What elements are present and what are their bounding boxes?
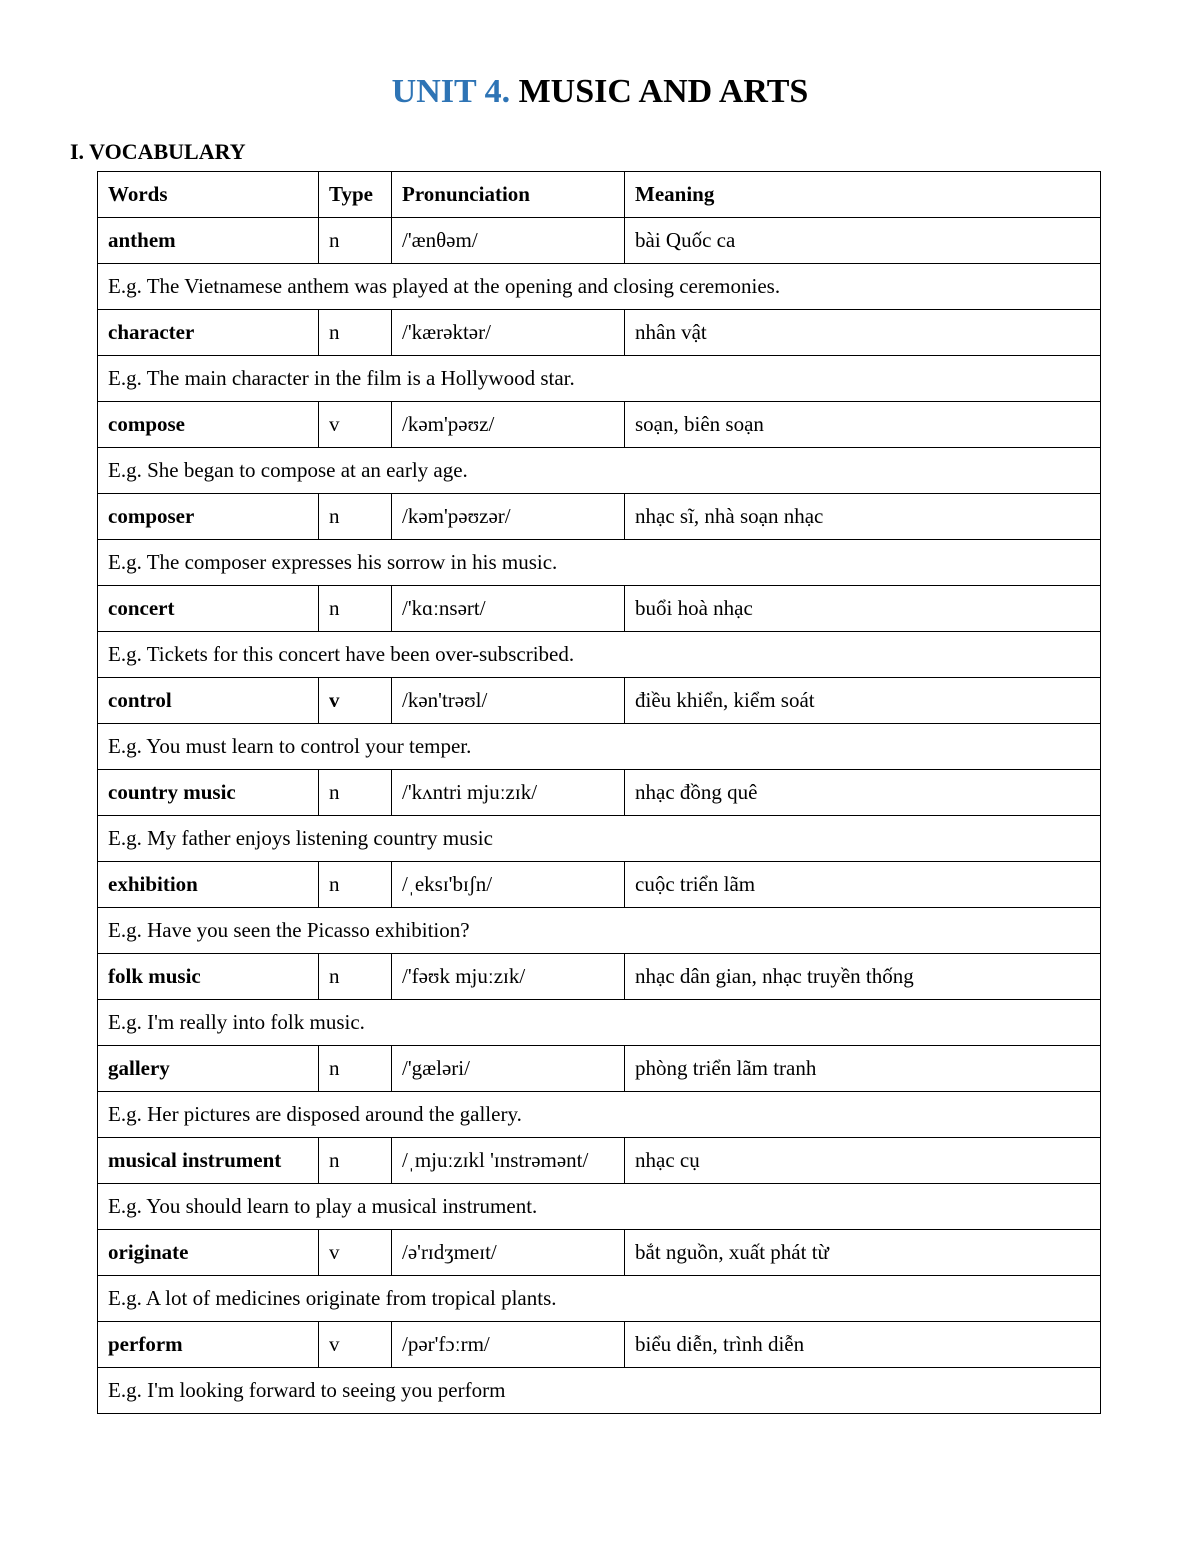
example-row bbox=[98, 724, 1101, 770]
example-row bbox=[98, 356, 1101, 402]
example-cell: E.g. The composer expresses his sorrow in his music. bbox=[98, 540, 1101, 586]
section-heading: I. VOCABULARY bbox=[70, 139, 246, 164]
pronunciation-cell: /ˌeksɪ'bɪʃn/ bbox=[392, 862, 625, 908]
example-cell: E.g. I'm really into folk music. bbox=[98, 1000, 1101, 1046]
example-cell: E.g. You must learn to control your temper. bbox=[98, 724, 1101, 770]
example-row bbox=[98, 540, 1101, 586]
word-cell: country music bbox=[98, 770, 319, 816]
table-row bbox=[98, 1138, 1101, 1184]
example-cell: E.g. She began to compose at an early age. bbox=[98, 448, 1101, 494]
example-cell: E.g. A lot of medicines originate from tropical plants. bbox=[98, 1276, 1101, 1322]
meaning-cell: nhạc đồng quê bbox=[625, 770, 1101, 816]
example-row bbox=[98, 816, 1101, 862]
example-row bbox=[98, 908, 1101, 954]
type-cell: n bbox=[319, 586, 392, 632]
example-cell: E.g. You should learn to play a musical instrument. bbox=[98, 1184, 1101, 1230]
word-cell: musical instrument bbox=[98, 1138, 319, 1184]
table-row bbox=[98, 402, 1101, 448]
table-row bbox=[98, 1230, 1101, 1276]
pronunciation-cell: /kəm'pəʊz/ bbox=[392, 402, 625, 448]
word-cell: character bbox=[98, 310, 319, 356]
example-cell: E.g. Have you seen the Picasso exhibition? bbox=[98, 908, 1101, 954]
meaning-cell: phòng triển lãm tranh bbox=[625, 1046, 1101, 1092]
table-row bbox=[98, 770, 1101, 816]
type-cell: n bbox=[319, 862, 392, 908]
type-cell: n bbox=[319, 1046, 392, 1092]
word-cell: concert bbox=[98, 586, 319, 632]
pronunciation-cell: /'kærəktər/ bbox=[392, 310, 625, 356]
header-type: Type bbox=[319, 172, 392, 218]
example-row bbox=[98, 264, 1101, 310]
table-row bbox=[98, 954, 1101, 1000]
word-cell: control bbox=[98, 678, 319, 724]
word-cell: exhibition bbox=[98, 862, 319, 908]
type-cell: n bbox=[319, 954, 392, 1000]
meaning-cell: cuộc triển lãm bbox=[625, 862, 1101, 908]
word-cell: perform bbox=[98, 1322, 319, 1368]
example-cell: E.g. I'm looking forward to seeing you perform bbox=[98, 1368, 1101, 1414]
word-cell: originate bbox=[98, 1230, 319, 1276]
example-cell: E.g. My father enjoys listening country music bbox=[98, 816, 1101, 862]
example-row bbox=[98, 1000, 1101, 1046]
example-row bbox=[98, 1276, 1101, 1322]
type-cell: v bbox=[319, 1322, 392, 1368]
unit-title: MUSIC AND ARTS bbox=[510, 73, 809, 110]
header-meaning: Meaning bbox=[625, 172, 1101, 218]
meaning-cell: biểu diễn, trình diễn bbox=[625, 1322, 1101, 1368]
page-title bbox=[0, 70, 1200, 114]
example-row bbox=[98, 448, 1101, 494]
type-cell: v bbox=[319, 1230, 392, 1276]
table-row bbox=[98, 1046, 1101, 1092]
header-pronunciation: Pronunciation bbox=[392, 172, 625, 218]
type-cell: n bbox=[319, 218, 392, 264]
type-cell: n bbox=[319, 770, 392, 816]
word-cell: folk music bbox=[98, 954, 319, 1000]
table-row bbox=[98, 494, 1101, 540]
example-cell: E.g. Her pictures are disposed around the gallery. bbox=[98, 1092, 1101, 1138]
meaning-cell: bài Quốc ca bbox=[625, 218, 1101, 264]
pronunciation-cell: /kəm'pəʊzər/ bbox=[392, 494, 625, 540]
example-cell: E.g. The Vietnamese anthem was played at the opening and closing ceremonies. bbox=[98, 264, 1101, 310]
type-cell: n bbox=[319, 310, 392, 356]
meaning-cell: bắt nguồn, xuất phát từ bbox=[625, 1230, 1101, 1276]
pronunciation-cell: /'kʌntri mjuːzɪk/ bbox=[392, 770, 625, 816]
example-cell: E.g. Tickets for this concert have been over-subscribed. bbox=[98, 632, 1101, 678]
pronunciation-cell: /ˌmjuːzɪkl 'ɪnstrəmənt/ bbox=[392, 1138, 625, 1184]
word-cell: gallery bbox=[98, 1046, 319, 1092]
pronunciation-cell: /kən'trəʊl/ bbox=[392, 678, 625, 724]
type-cell: v bbox=[319, 402, 392, 448]
pronunciation-cell: /'fəʊk mjuːzɪk/ bbox=[392, 954, 625, 1000]
example-row bbox=[98, 1184, 1101, 1230]
table-row bbox=[98, 1322, 1101, 1368]
example-cell: E.g. The main character in the film is a Hollywood star. bbox=[98, 356, 1101, 402]
meaning-cell: nhân vật bbox=[625, 310, 1101, 356]
word-cell: anthem bbox=[98, 218, 319, 264]
meaning-cell: điều khiển, kiểm soát bbox=[625, 678, 1101, 724]
word-cell: compose bbox=[98, 402, 319, 448]
pronunciation-cell: /pər'fɔːrm/ bbox=[392, 1322, 625, 1368]
pronunciation-cell: /'ænθəm/ bbox=[392, 218, 625, 264]
example-row bbox=[98, 632, 1101, 678]
pronunciation-cell: /'gæləri/ bbox=[392, 1046, 625, 1092]
type-cell: v bbox=[319, 678, 392, 724]
unit-number: UNIT 4. bbox=[391, 73, 511, 110]
meaning-cell: nhạc sĩ, nhà soạn nhạc bbox=[625, 494, 1101, 540]
table-row bbox=[98, 218, 1101, 264]
pronunciation-cell: /ə'rɪdʒmeɪt/ bbox=[392, 1230, 625, 1276]
meaning-cell: soạn, biên soạn bbox=[625, 402, 1101, 448]
type-cell: n bbox=[319, 1138, 392, 1184]
table-row bbox=[98, 310, 1101, 356]
table-row bbox=[98, 862, 1101, 908]
example-row bbox=[98, 1368, 1101, 1414]
table-row bbox=[98, 678, 1101, 724]
table-row bbox=[98, 586, 1101, 632]
table-header-row bbox=[98, 172, 1101, 218]
header-words: Words bbox=[98, 172, 319, 218]
vocabulary-table bbox=[97, 171, 1101, 1414]
meaning-cell: nhạc cụ bbox=[625, 1138, 1101, 1184]
meaning-cell: nhạc dân gian, nhạc truyền thống bbox=[625, 954, 1101, 1000]
meaning-cell: buổi hoà nhạc bbox=[625, 586, 1101, 632]
vocabulary-table-body bbox=[98, 172, 1101, 1414]
word-cell: composer bbox=[98, 494, 319, 540]
example-row bbox=[98, 1092, 1101, 1138]
pronunciation-cell: /'kɑːnsərt/ bbox=[392, 586, 625, 632]
type-cell: n bbox=[319, 494, 392, 540]
